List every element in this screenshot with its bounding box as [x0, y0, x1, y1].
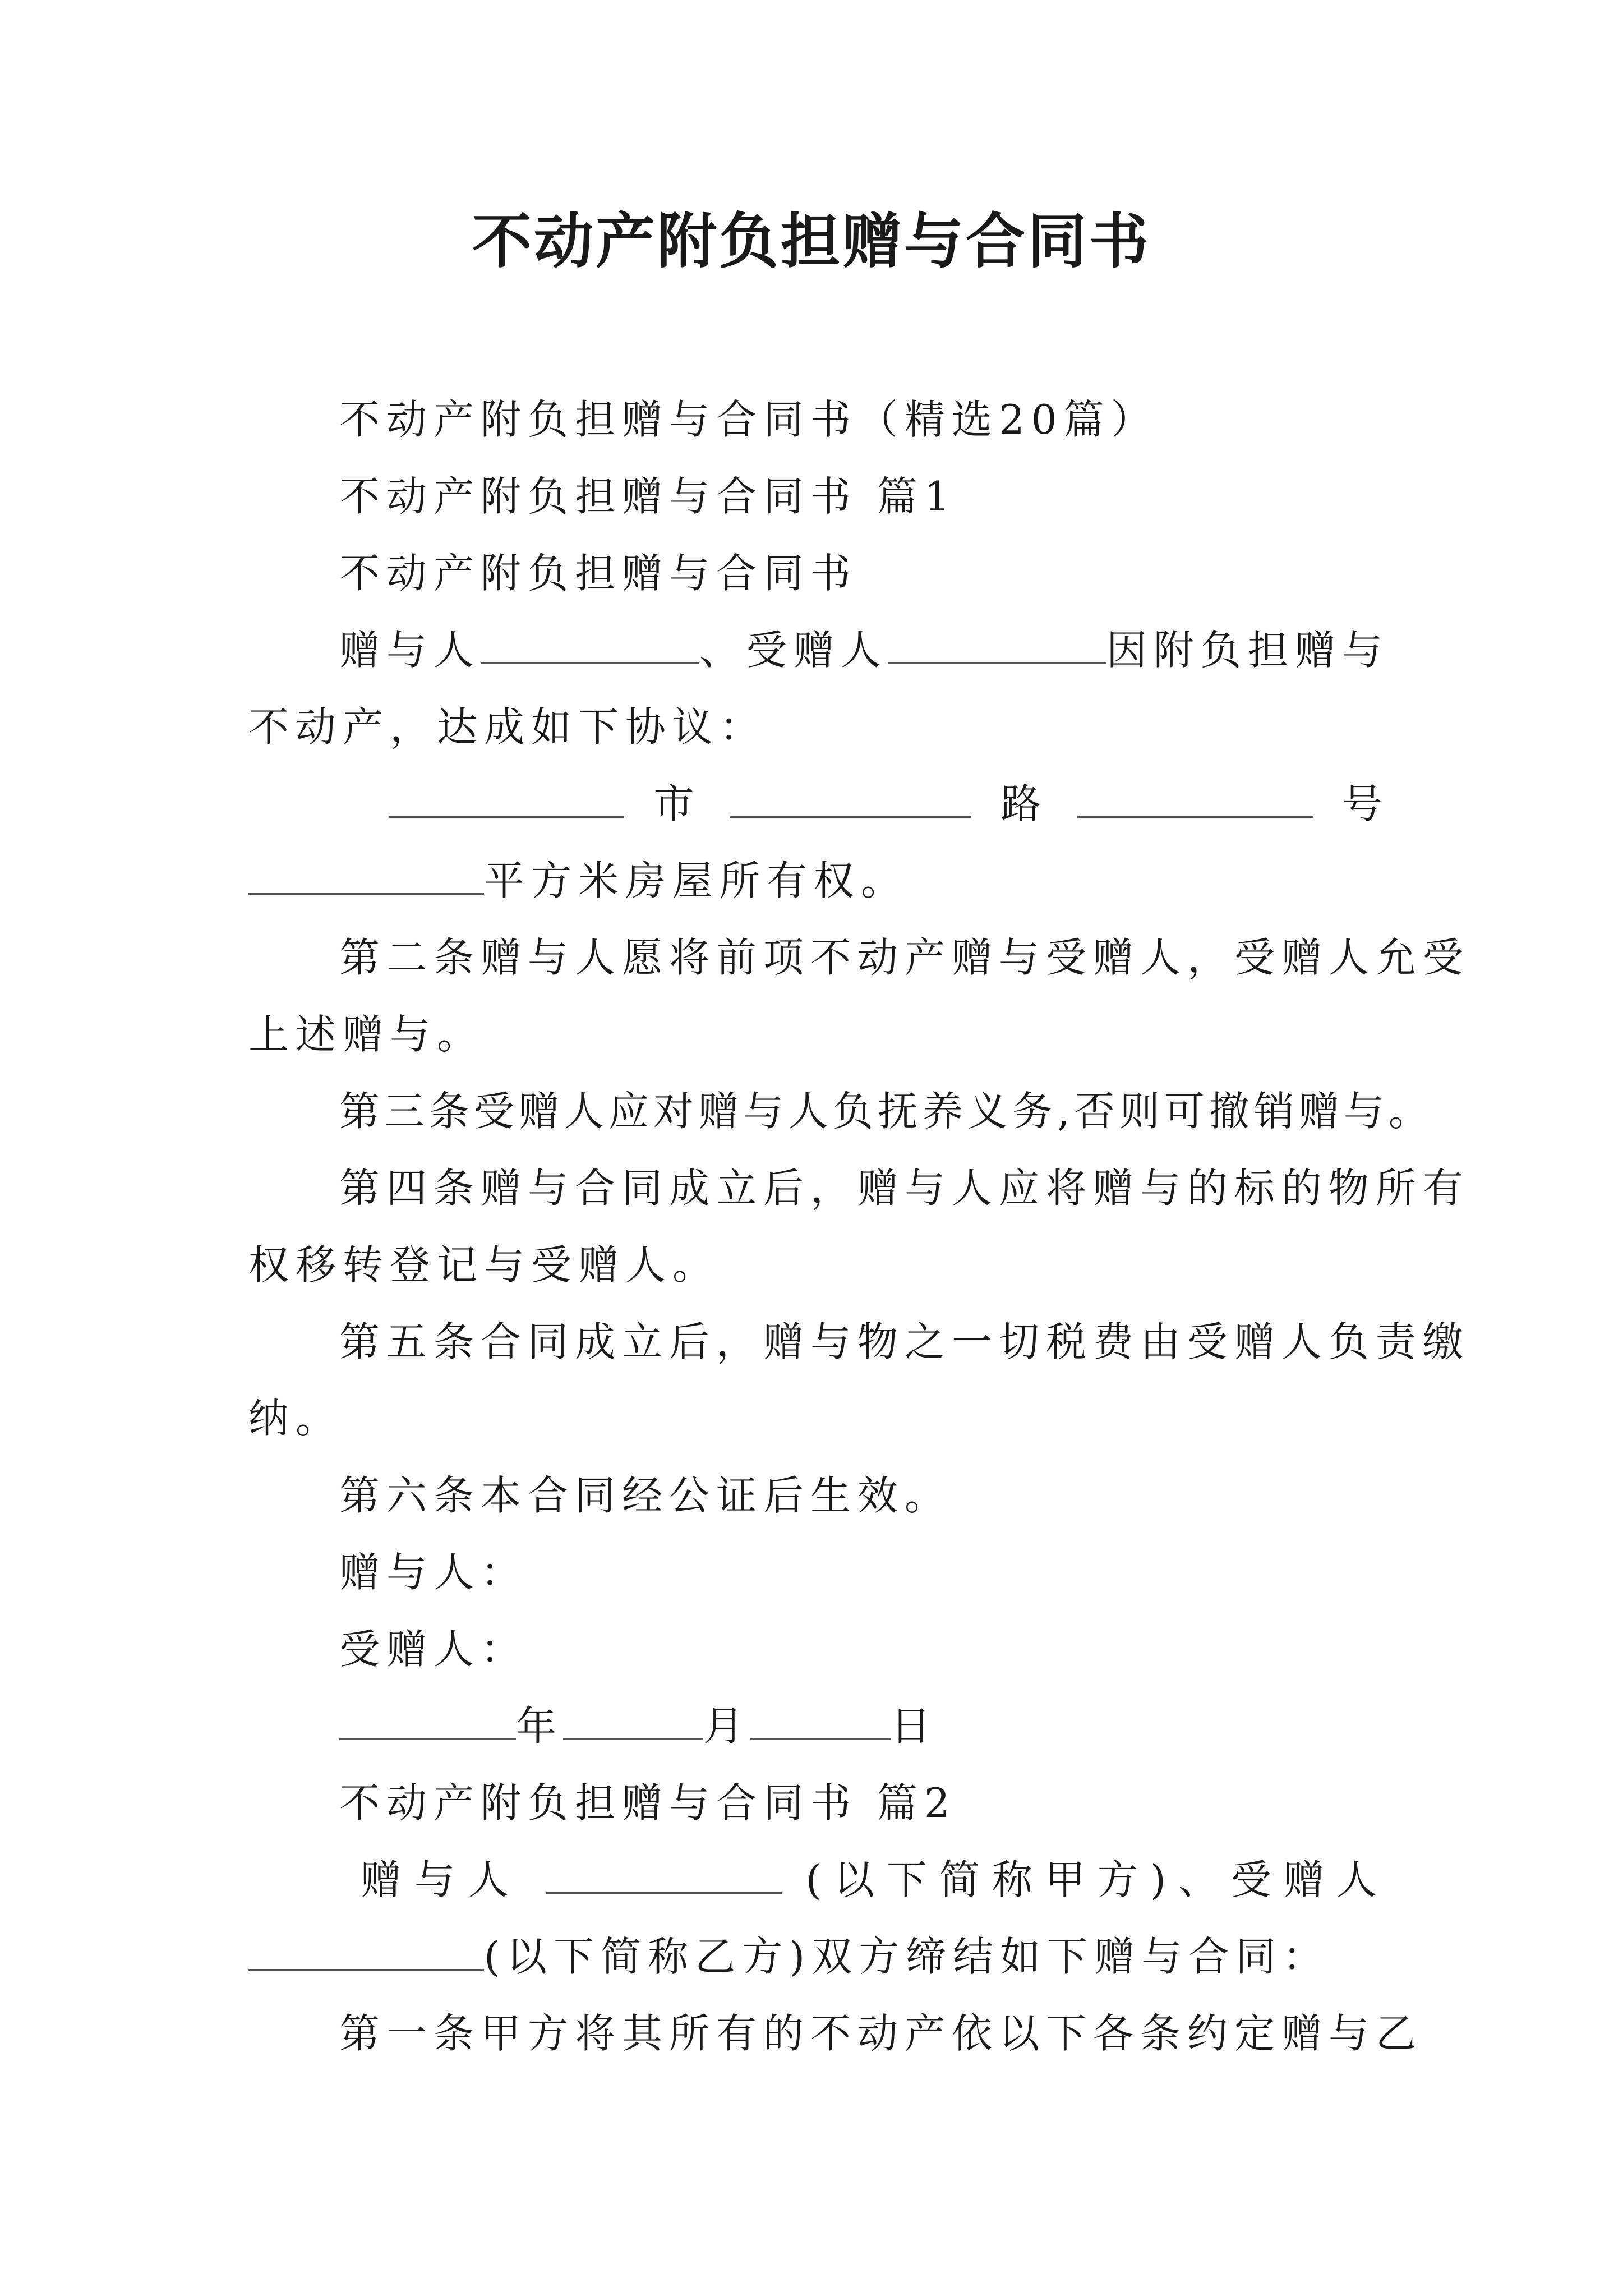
article5-line1: 第五条合同成立后，赠与物之一切税费由受赠人负责缴 — [339, 1318, 1470, 1365]
date-day: 日 — [891, 1703, 938, 1750]
part2-intro-line2 — [248, 1918, 1389, 1995]
donor-blank — [481, 629, 699, 664]
document-body — [248, 381, 1470, 2072]
day-blank — [750, 1705, 891, 1740]
document-title: 不动产附负担赠与合同书 — [472, 206, 1151, 276]
part1-heading: 不动产附负担赠与合同书 篇1 — [339, 473, 957, 520]
p2-mid: (以下简称甲方)、受赠人 — [805, 1856, 1389, 1903]
intro-line1 — [248, 612, 1389, 689]
addr-no-label: 号 — [1341, 780, 1389, 827]
article6: 第六条本合同经公证后生效。 — [339, 1472, 952, 1519]
number-blank — [1077, 783, 1313, 818]
intro-donee-label: 、受赠人 — [699, 627, 888, 674]
p2-donor-blank — [546, 1858, 782, 1894]
article2-line2: 上述赠与。 — [248, 1011, 485, 1058]
signature-donee: 受赠人： — [339, 1626, 528, 1673]
addr-road-label: 路 — [1000, 780, 1048, 827]
part2-intro-line1 — [248, 1842, 1389, 1918]
article4-line1: 第四条赠与合同成立后，赠与人应将赠与的标的物所有 — [339, 1165, 1470, 1212]
p2-donor-label: 赠与人 — [361, 1856, 523, 1903]
area-blank — [248, 859, 484, 895]
date-year: 年 — [516, 1703, 564, 1750]
month-blank — [563, 1705, 703, 1740]
collection-title: 不动产附负担赠与合同书（精选20篇） — [339, 396, 1158, 443]
addr-city-label: 市 — [653, 780, 701, 827]
article3: 第三条受赠人应对赠与人负抚养义务,否则可撤销赠与。 — [339, 1088, 1433, 1135]
article2-line1: 第二条赠与人愿将前项不动产赠与受赠人，受赠人允受 — [339, 934, 1470, 981]
city-blank — [389, 783, 624, 818]
intro-donor-label: 赠与人 — [339, 627, 481, 674]
article4-line2: 权移转登记与受赠人。 — [248, 1241, 720, 1289]
addr-tail: 平方米房屋所有权。 — [484, 857, 909, 904]
address-line — [248, 766, 1389, 843]
intro-tail: 因附负担赠与 — [1106, 627, 1389, 674]
part1-subtitle: 不动产附负担赠与合同书 — [339, 550, 858, 597]
p2-tail: (以下简称乙方)双方缔结如下赠与合同： — [484, 1933, 1330, 1980]
road-blank — [730, 783, 971, 818]
part2-article1: 第一条甲方将其所有的不动产依以下各条约定赠与乙 — [339, 2010, 1423, 2057]
article5-line2: 纳。 — [248, 1395, 343, 1442]
area-line — [248, 843, 1389, 919]
intro-line2: 不动产，达成如下协议： — [248, 703, 767, 751]
date-month: 月 — [703, 1703, 751, 1750]
year-blank — [339, 1705, 516, 1740]
signature-donor: 赠与人： — [339, 1549, 528, 1596]
part2-heading: 不动产附负担赠与合同书 篇2 — [339, 1779, 957, 1826]
p2-donee-blank — [248, 1935, 484, 1971]
donee-blank — [888, 629, 1106, 664]
date-line — [248, 1688, 1389, 1765]
